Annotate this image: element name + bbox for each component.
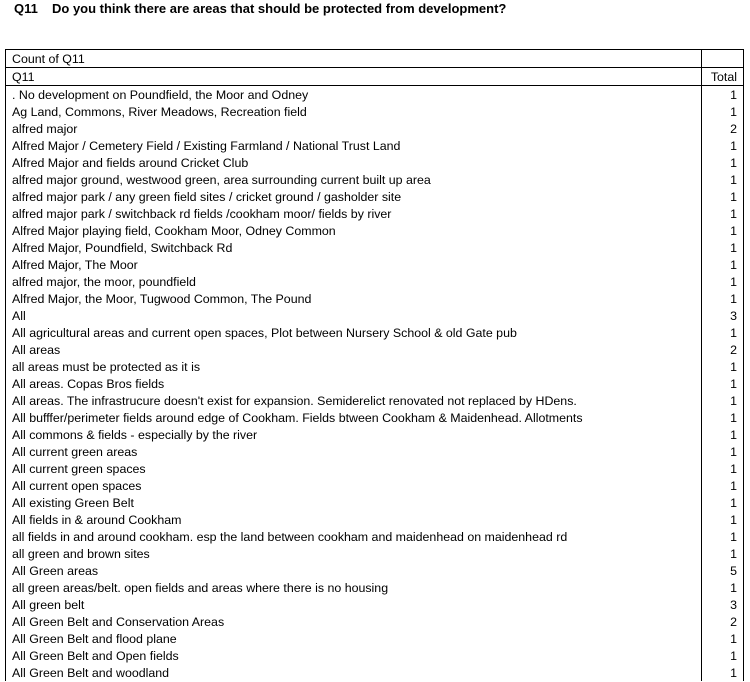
- table-title-spacer: [702, 50, 744, 68]
- row-label: alfred major: [6, 120, 702, 137]
- row-count: 1: [702, 222, 744, 239]
- table-row: [6, 664, 744, 681]
- table-row: [6, 545, 744, 562]
- row-count: 1: [702, 188, 744, 205]
- row-label: All current open spaces: [6, 477, 702, 494]
- table-row: [6, 443, 744, 460]
- row-label: All bufffer/perimeter fields around edge of Cookham. Fields btween Cookham & Maidenhead. Allotments: [6, 409, 702, 426]
- row-count: 1: [702, 86, 744, 104]
- row-count: 1: [702, 358, 744, 375]
- row-label: Ag Land, Commons, River Meadows, Recreation field: [6, 103, 702, 120]
- row-label: All green belt: [6, 596, 702, 613]
- row-label: . No development on Poundfield, the Moor and Odney: [6, 86, 702, 104]
- row-label: all green areas/belt. open fields and areas where there is no housing: [6, 579, 702, 596]
- table-row: [6, 188, 744, 205]
- row-label: Alfred Major, The Moor: [6, 256, 702, 273]
- row-label: alfred major ground, westwood green, area surrounding current built up area: [6, 171, 702, 188]
- row-count: 1: [702, 579, 744, 596]
- row-count: 3: [702, 307, 744, 324]
- row-count: 1: [702, 443, 744, 460]
- row-label: All Green Belt and flood plane: [6, 630, 702, 647]
- table-row: [6, 562, 744, 579]
- row-count: 2: [702, 613, 744, 630]
- table-header-row: [6, 68, 744, 86]
- table-row: [6, 460, 744, 477]
- row-label: All current green spaces: [6, 460, 702, 477]
- table-row: [6, 630, 744, 647]
- row-label: All: [6, 307, 702, 324]
- row-label: all areas must be protected as it is: [6, 358, 702, 375]
- row-label: All areas. Copas Bros fields: [6, 375, 702, 392]
- table-row: [6, 103, 744, 120]
- row-count: 1: [702, 494, 744, 511]
- table-row: [6, 596, 744, 613]
- table-row: [6, 222, 744, 239]
- row-count: 1: [702, 154, 744, 171]
- table-row: [6, 341, 744, 358]
- row-label: All Green Belt and Conservation Areas: [6, 613, 702, 630]
- row-count: 1: [702, 545, 744, 562]
- row-label: All areas: [6, 341, 702, 358]
- row-count: 1: [702, 511, 744, 528]
- table-row: [6, 239, 744, 256]
- table-row: [6, 647, 744, 664]
- table-row: [6, 392, 744, 409]
- row-label: All fields in & around Cookham: [6, 511, 702, 528]
- row-count: 1: [702, 460, 744, 477]
- row-count: 1: [702, 324, 744, 341]
- row-label: All current green areas: [6, 443, 702, 460]
- table-row: [6, 137, 744, 154]
- total-header: Total: [702, 68, 744, 86]
- row-label: All Green Belt and woodland: [6, 664, 702, 681]
- row-label: All existing Green Belt: [6, 494, 702, 511]
- question-text: Do you think there are areas that should be protected from development?: [52, 1, 507, 16]
- table-row: [6, 494, 744, 511]
- row-label: All areas. The infrastrucure doesn't exist for expansion. Semiderelict renovated not replaced by HDens.: [6, 392, 702, 409]
- table-row: [6, 375, 744, 392]
- table-row: [6, 477, 744, 494]
- table-row: [6, 579, 744, 596]
- row-label: Alfred Major, the Moor, Tugwood Common, The Pound: [6, 290, 702, 307]
- row-label: All commons & fields - especially by the river: [6, 426, 702, 443]
- table-row: [6, 154, 744, 171]
- table-row: [6, 256, 744, 273]
- row-label: all green and brown sites: [6, 545, 702, 562]
- row-label: alfred major park / switchback rd fields /cookham moor/ fields by river: [6, 205, 702, 222]
- pivot-table-body: [6, 50, 744, 682]
- row-label: Alfred Major and fields around Cricket Club: [6, 154, 702, 171]
- table-title-row: [6, 50, 744, 68]
- row-count: 1: [702, 664, 744, 681]
- row-label: all fields in and around cookham. esp the land between cookham and maidenhead on maidenhead rd: [6, 528, 702, 545]
- table-title: Count of Q11: [6, 50, 702, 68]
- row-count: 1: [702, 171, 744, 188]
- row-label: Alfred Major playing field, Cookham Moor, Odney Common: [6, 222, 702, 239]
- row-label: Alfred Major / Cemetery Field / Existing Farmland / National Trust Land: [6, 137, 702, 154]
- question-number: Q11: [14, 1, 38, 16]
- row-count: 1: [702, 256, 744, 273]
- row-label: All Green areas: [6, 562, 702, 579]
- row-count: 1: [702, 375, 744, 392]
- column-label: Q11: [6, 68, 702, 86]
- table-row: [6, 290, 744, 307]
- table-row: [6, 426, 744, 443]
- row-count: 1: [702, 647, 744, 664]
- row-count: 2: [702, 341, 744, 358]
- table-row: [6, 120, 744, 137]
- row-count: 1: [702, 273, 744, 290]
- table-row: [6, 528, 744, 545]
- row-count: 1: [702, 205, 744, 222]
- table-row: [6, 171, 744, 188]
- table-row: [6, 205, 744, 222]
- row-count: 1: [702, 103, 744, 120]
- row-label: alfred major park / any green field sites / cricket ground / gasholder site: [6, 188, 702, 205]
- row-count: 1: [702, 477, 744, 494]
- row-count: 5: [702, 562, 744, 579]
- row-count: 1: [702, 392, 744, 409]
- pivot-table: [5, 49, 744, 681]
- row-count: 1: [702, 137, 744, 154]
- row-count: 3: [702, 596, 744, 613]
- row-count: 1: [702, 239, 744, 256]
- row-label: All Green Belt and Open fields: [6, 647, 702, 664]
- row-count: 1: [702, 630, 744, 647]
- table-row: [6, 613, 744, 630]
- row-label: Alfred Major, Poundfield, Switchback Rd: [6, 239, 702, 256]
- table-row: [6, 358, 744, 375]
- row-count: 1: [702, 409, 744, 426]
- row-count: 1: [702, 426, 744, 443]
- row-count: 1: [702, 290, 744, 307]
- row-label: All agricultural areas and current open spaces, Plot between Nursery School & old Gate pub: [6, 324, 702, 341]
- table-row: [6, 273, 744, 290]
- table-row: [6, 324, 744, 341]
- row-count: 1: [702, 528, 744, 545]
- table-row: [6, 409, 744, 426]
- question-header: [14, 1, 506, 16]
- row-label: alfred major, the moor, poundfield: [6, 273, 702, 290]
- table-row: [6, 307, 744, 324]
- table-row: [6, 86, 744, 104]
- row-count: 2: [702, 120, 744, 137]
- table-row: [6, 511, 744, 528]
